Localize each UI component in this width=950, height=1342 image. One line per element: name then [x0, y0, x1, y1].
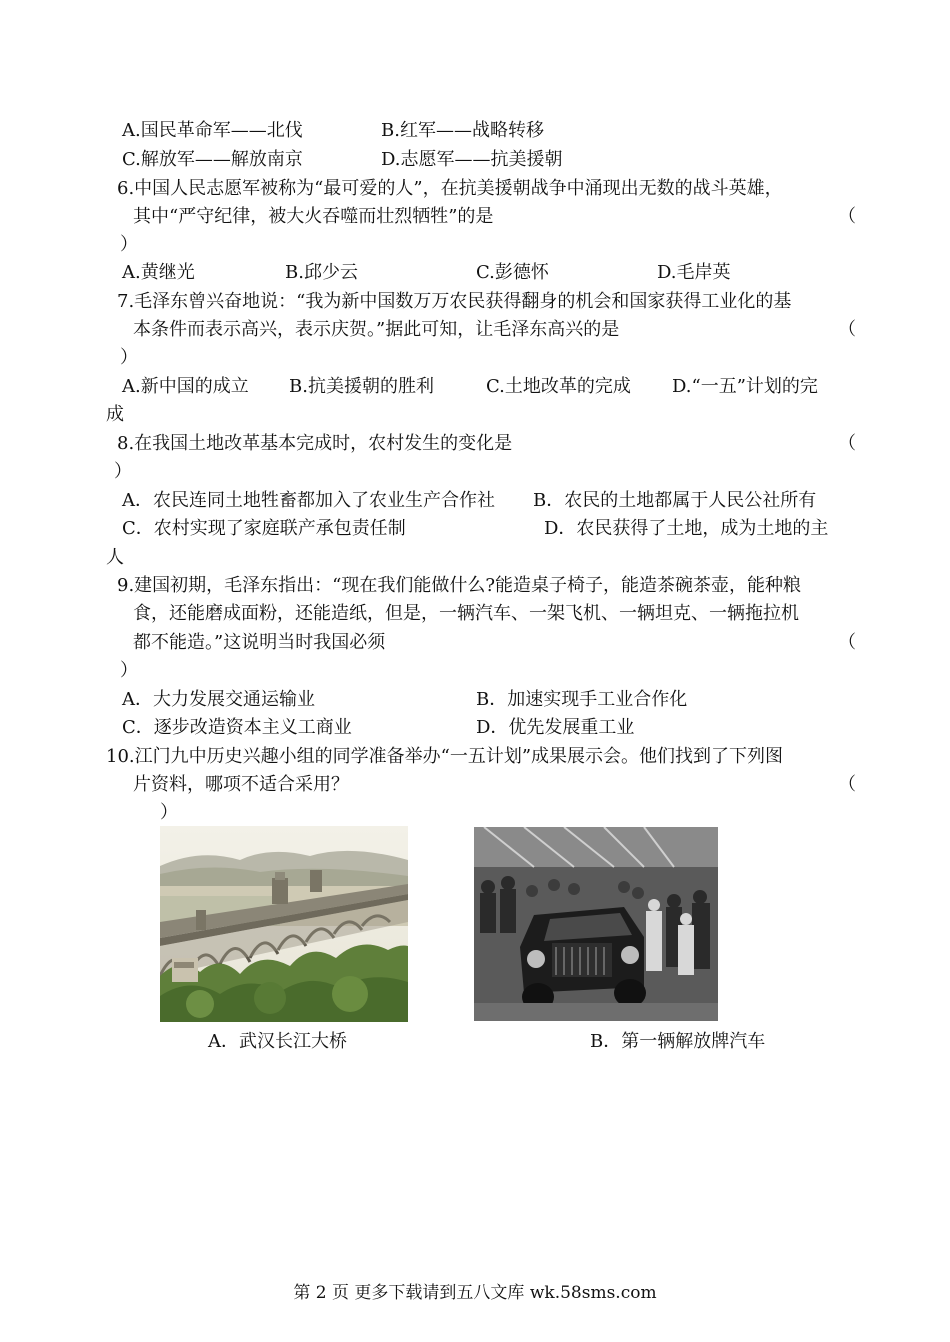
q7-option-d-wrap: 成 [106, 404, 124, 425]
q6-answer-paren-open: （ [838, 206, 856, 227]
q5-option-d: D.志愿军——抗美援朝 [381, 149, 563, 170]
q6-option-c: C.彭德怀 [476, 262, 549, 283]
wuhan-bridge-photo [160, 826, 408, 1022]
q9-answer-paren-open: （ [838, 632, 856, 653]
q8-answer-paren-close: ） [114, 461, 132, 482]
q9-option-a: A．大力发展交通运输业 [122, 689, 315, 710]
q6-option-d: D.毛岸英 [657, 262, 731, 283]
q7-option-c: C.土地改革的完成 [486, 376, 631, 397]
q9-answer-paren-close: ） [120, 660, 138, 681]
q9-option-d: D．优先发展重工业 [476, 717, 635, 738]
q6-option-a: A.黄继光 [122, 262, 195, 283]
q10-answer-paren-open: （ [838, 774, 856, 795]
q10-stem-line2: 片资料，哪项不适合采用？ [133, 774, 349, 795]
q5-option-b: B.红军——战略转移 [381, 120, 544, 141]
q8-answer-paren-open: （ [838, 433, 856, 454]
q7-option-d: D.“一五”计划的完 [672, 376, 818, 397]
q8-option-c: C．农村实现了家庭联产承包责任制 [122, 518, 406, 539]
q7-stem-line2: 本条件而表示高兴，表示庆贺。”据此可知，让毛泽东高兴的是 [133, 319, 620, 340]
q9-option-b: B．加速实现手工业合作化 [476, 689, 688, 710]
q9-stem-line2: 食，还能磨成面粉，还能造纸，但是，一辆汽车、一架飞机、一辆坦克、一辆拖拉机 [133, 603, 799, 624]
photo-b-caption: B．第一辆解放牌汽车 [590, 1031, 766, 1052]
q9-stem-line1: 9.建国初期，毛泽东指出：“现在我们能做什么?能造桌子椅子，能造茶碗茶壶，能种粮 [117, 575, 802, 596]
q6-option-b: B.邱少云 [285, 262, 358, 283]
q9-stem-line3: 都不能造。”这说明当时我国必须 [133, 632, 386, 653]
q7-option-b: B.抗美援朝的胜利 [289, 376, 434, 397]
q8-option-d-wrap: 人 [106, 547, 124, 568]
q7-answer-paren-close: ） [120, 347, 138, 368]
q6-stem-line2: 其中“严守纪律，被大火吞噬而壮烈牺牲”的是 [133, 206, 494, 227]
q7-stem-line1: 7.毛泽东曾兴奋地说：“我为新中国数万万农民获得翻身的机会和国家获得工业化的基 [117, 291, 792, 312]
q10-answer-paren-close: ） [160, 802, 178, 823]
jiefang-truck-photo [474, 827, 718, 1021]
q8-stem-line1: 8.在我国土地改革基本完成时，农村发生的变化是 [117, 433, 513, 454]
q6-answer-paren-close: ） [120, 234, 138, 255]
photo-a-caption: A．武汉长江大桥 [208, 1031, 347, 1052]
q5-option-c: C.解放军——解放南京 [122, 149, 303, 170]
q7-answer-paren-open: （ [838, 319, 856, 340]
q8-option-d: D．农民获得了土地，成为土地的主 [544, 518, 829, 539]
q6-stem-line1: 6.中国人民志愿军被称为“最可爱的人”，在抗美援朝战争中涌现出无数的战斗英雄， [117, 178, 783, 199]
q8-option-a: A．农民连同土地牲畜都加入了农业生产合作社 [122, 490, 495, 511]
q8-option-b: B．农民的土地都属于人民公社所有 [533, 490, 817, 511]
q9-option-c: C．逐步改造资本主义工商业 [122, 717, 352, 738]
q7-option-a: A.新中国的成立 [122, 376, 249, 397]
page-footer: 第 2 页 更多下载请到五八文库 wk.58sms.com [293, 1283, 657, 1303]
q5-option-a: A.国民革命军——北伐 [122, 120, 303, 141]
q10-stem-line1: 10.江门九中历史兴趣小组的同学准备举办“一五计划”成果展示会。他们找到了下列图 [106, 746, 784, 767]
